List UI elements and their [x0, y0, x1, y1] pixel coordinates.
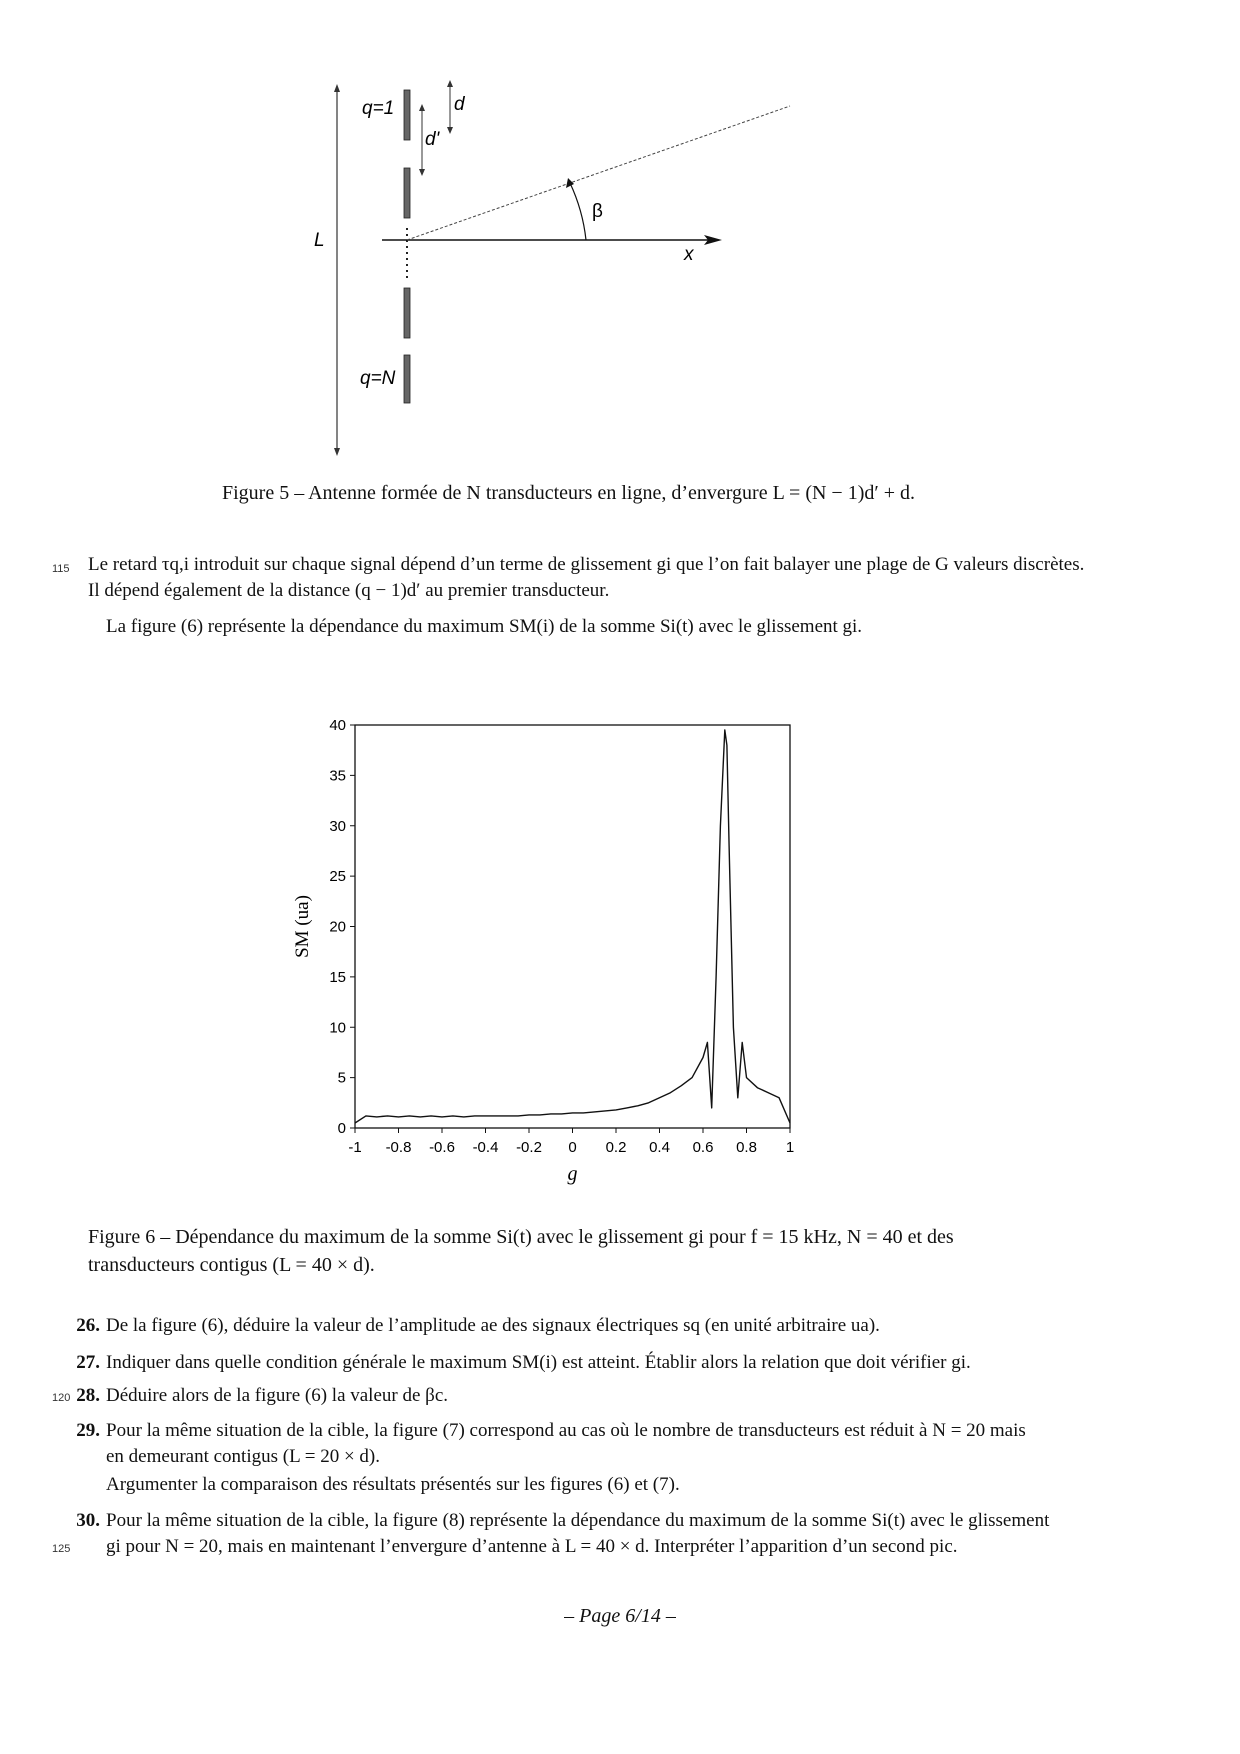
question-text: Indiquer dans quelle condition générale le maximum SM(i) est atteint. Établir alors la relation que doit vérifier gi. — [106, 1352, 971, 1373]
paragraph-2: La figure (6) représente la dépendance du maximum SM(i) de la somme Si(t) avec le glissement gi. — [106, 616, 863, 637]
question-number: 27. — [76, 1352, 100, 1373]
line-number-115: 115 — [52, 563, 70, 575]
line-number-125: 125 — [52, 1543, 71, 1555]
question-30-line-2: gi pour N = 20, mais en maintenant l’envergure d’antenne à L = 40 × d. Interpréter l’apparition d’un second pic. — [106, 1536, 958, 1557]
y-tick-label: 15 — [329, 968, 346, 986]
question-text: Déduire alors de la figure (6) la valeur de βc. — [106, 1385, 449, 1406]
y-axis-label: SM (ua) — [292, 895, 313, 958]
question-28 — [76, 1383, 1171, 1409]
y-tick-label: 25 — [329, 868, 346, 886]
figure-6-caption-line-1: Figure 6 – Dépendance du maximum de la somme Si(t) avec le glissement gi pour f = 15 kHz, N = 40 et des — [88, 1226, 954, 1248]
label-beta: β — [592, 201, 603, 222]
y-tick-label: 5 — [337, 1069, 346, 1087]
question-29-line-3: Argumenter la comparaison des résultats présentés sur les figures (6) et (7). — [106, 1474, 680, 1495]
question-number: 26. — [76, 1315, 100, 1336]
x-tick-label: -0.8 — [385, 1139, 412, 1156]
question-text: Pour la même situation de la cible, la figure (7) correspond au cas où le nombre de transducteurs est réduit à N = 20 mais — [106, 1420, 1026, 1441]
line-number-120: 120 — [52, 1392, 71, 1404]
transducer-q1 — [404, 90, 410, 140]
x-tick-label: 0 — [568, 1139, 577, 1156]
y-tick-label: 35 — [329, 767, 346, 785]
label-L: L — [314, 230, 325, 251]
transducer-2 — [404, 168, 410, 218]
question-29 — [76, 1418, 1171, 1444]
page-footer: – Page 6/14 – — [564, 1605, 676, 1627]
x-tick-label: 0.2 — [605, 1139, 627, 1156]
x-tick-label: -0.2 — [516, 1139, 542, 1156]
figure-6-chart — [280, 705, 920, 1205]
transducer-n-1 — [404, 288, 410, 338]
x-tick-label: -0.4 — [472, 1139, 499, 1156]
label-x: x — [684, 244, 694, 265]
question-26 — [76, 1313, 1171, 1339]
label-dprime: d' — [425, 129, 440, 150]
question-number: 29. — [76, 1420, 100, 1441]
x-axis-label: g — [567, 1163, 578, 1185]
label-d: d — [454, 94, 465, 115]
question-30 — [76, 1508, 1171, 1534]
x-tick-label: 0.8 — [736, 1139, 757, 1156]
y-tick-label: 40 — [329, 717, 346, 734]
label-qN: q=N — [360, 368, 396, 389]
x-tick-label: 0.4 — [649, 1139, 670, 1156]
question-number: 30. — [76, 1510, 100, 1531]
x-tick-label: 0.6 — [692, 1139, 714, 1156]
question-text: Pour la même situation de la cible, la figure (8) représente la dépendance du maximum de la somme Si(t) avec le glissement — [106, 1510, 1050, 1531]
y-tick-label: 0 — [337, 1120, 346, 1137]
y-tick-label: 30 — [329, 817, 346, 835]
x-tick-label: 1 — [785, 1139, 795, 1156]
transducer-qN — [404, 355, 410, 403]
paragraph-1-line-1: Le retard τq,i introduit sur chaque signal dépend d’un terme de glissement gi que l’on fait balayer une plage de G valeurs discrètes. — [88, 554, 1085, 575]
series-line-0 — [355, 730, 790, 1123]
question-text: De la figure (6), déduire la valeur de l’amplitude ae des signaux électriques sq (en unité arbitraire ua). — [106, 1315, 880, 1336]
y-tick-label: 20 — [329, 918, 346, 936]
figure-5-caption: Figure 5 – Antenne formée de N transducteurs en ligne, d’envergure L = (N − 1)d′ + d. — [222, 482, 916, 504]
plot-frame — [355, 725, 790, 1128]
y-tick-label: 10 — [329, 1019, 346, 1037]
figure-6-caption-line-2: transducteurs contigus (L = 40 × d). — [88, 1254, 375, 1276]
question-number: 28. — [76, 1385, 100, 1406]
paragraph-1-line-2: Il dépend également de la distance (q − 1)d′ au premier transducteur. — [88, 580, 610, 601]
question-29-line-2: en demeurant contigus (L = 20 × d). — [106, 1446, 380, 1467]
x-tick-label: -0.6 — [429, 1139, 455, 1156]
question-27 — [76, 1350, 1171, 1376]
x-tick-label: -1 — [348, 1139, 362, 1156]
label-q1: q=1 — [362, 98, 395, 119]
beta-angle-arc — [570, 183, 586, 240]
figure-5-antenna-diagram — [314, 80, 910, 460]
